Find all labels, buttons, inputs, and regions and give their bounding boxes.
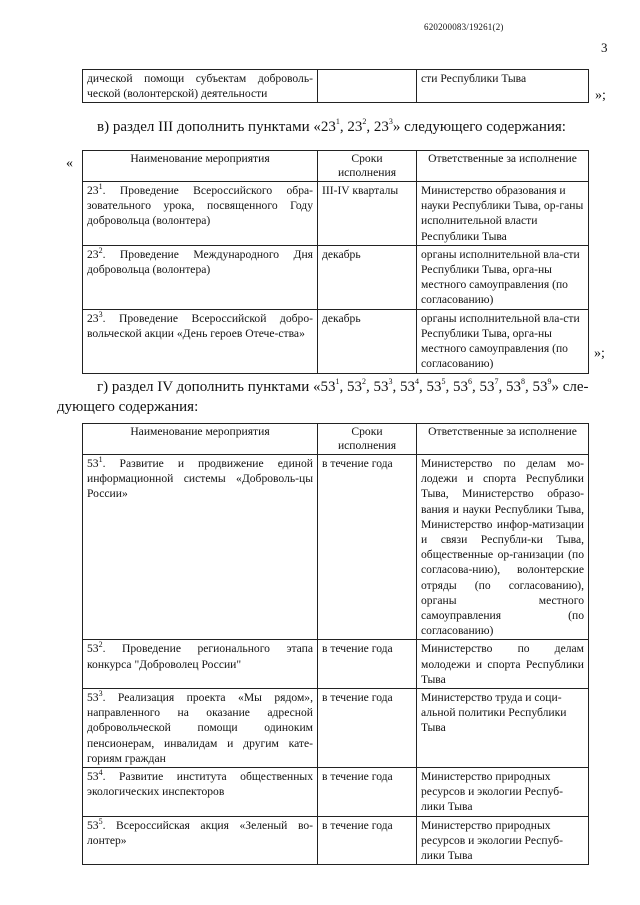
table-row (83, 640, 589, 689)
paragraph-g: г) раздел IV дополнить пунктами «$53^1$, $53^2$, $53^3$, $53^4$, $53^5$, $53^6$, $53^7$, $53^8$, $53^9$» сле- (97, 377, 589, 395)
row-term: в течение года (318, 816, 417, 865)
table-row (83, 182, 589, 246)
row-name: $23^3$. Проведение Всероссийской добро-вольческой акции «День героев Отече-ства» (83, 309, 318, 373)
paragraph-v: в) раздел III дополнить пунктами «$23^1$, $23^2$, $23^3$» следующего содержания: (97, 117, 566, 135)
top-cell-right: сти Республики Тыва (417, 70, 589, 103)
table1-open-quote: « (66, 156, 73, 171)
section-iv-table (82, 423, 589, 865)
row-responsible: Министерство по делам мо-лодежи и спорта Республики Тыва, Министерство образо-вания и науки Республики Тыва, Министерство инфор-матизации и связи Республи-ки Тыва, общественные ор-ганизации (по согласова-нию), волонтерские отряды (по согласованию), органы местного самоуправления (по согласованию) (417, 455, 589, 640)
row-name: $53^5$. Всероссийская акция «Зеленый во-лонтер» (83, 816, 318, 865)
table-row (83, 455, 589, 640)
table-header-row (83, 151, 589, 182)
header-term: Сроки исполнения (318, 151, 417, 182)
table-row (83, 689, 589, 768)
row-responsible: Министерство образования и науки Республики Тыва, ор-ганы исполнительной власти Республики Тыва (417, 182, 589, 246)
row-responsible: Министерство природных ресурсов и экологии Респуб-лики Тыва (417, 816, 589, 865)
top-cell-middle (318, 70, 417, 103)
top-continuation-table (82, 69, 589, 103)
row-term: в течение года (318, 768, 417, 817)
document-number: 620200083/19261(2) (424, 22, 504, 32)
row-term: III-IV кварталы (318, 182, 417, 246)
row-term: в течение года (318, 689, 417, 768)
row-responsible: органы исполнительной вла-сти Республики Тыва, орга-ны местного самоуправления (по согласованию) (417, 309, 589, 373)
header-term: Сроки исполнения (318, 424, 417, 455)
paragraph-g-line2: дующего содержания: (57, 399, 199, 415)
row-name: $53^4$. Развитие института общественных экологических инспекторов (83, 768, 318, 817)
row-term: декабрь (318, 309, 417, 373)
row-name: $23^1$. Проведение Всероссийского обра-зовательного урока, посвященного Году добровольца (волонтера) (83, 182, 318, 246)
row-name: $53^1$. Развитие и продвижение единой информационной системы «Доброволь-цы России» (83, 455, 318, 640)
row-term: декабрь (318, 245, 417, 309)
table-row (83, 768, 589, 817)
row-name: $23^2$. Проведение Международного Дня добровольца (волонтера) (83, 245, 318, 309)
top-closing-mark: »; (595, 88, 606, 103)
row-responsible: Министерство природных ресурсов и экологии Респуб-лики Тыва (417, 768, 589, 817)
table-row (83, 309, 589, 373)
row-name: $53^3$. Реализация проекта «Мы рядом», направленного на оказание адресной добровольческой помощи одиноким пенсионерам, инвалидам и другим кате-гориям граждан (83, 689, 318, 768)
row-responsible: органы исполнительной вла-сти Республики Тыва, орга-ны местного самоуправления (по согласованию) (417, 245, 589, 309)
header-responsible: Ответственные за исполнение (417, 151, 589, 182)
top-cell-left: дической помощи субъектам доброволь-ческой (волонтерской) деятельности (83, 70, 318, 103)
table-row (83, 245, 589, 309)
header-name: Наименование мероприятия (83, 151, 318, 182)
row-term: в течение года (318, 640, 417, 689)
row-term: в течение года (318, 455, 417, 640)
table-row (83, 70, 589, 103)
row-name: $53^2$. Проведение регионального этапа конкурса "Доброволец России" (83, 640, 318, 689)
section-iii-table (82, 150, 589, 374)
table-row (83, 816, 589, 865)
page-number: 3 (601, 40, 608, 55)
row-responsible: Министерство труда и соци-альной политики Республики Тыва (417, 689, 589, 768)
header-responsible: Ответственные за исполнение (417, 424, 589, 455)
header-name: Наименование мероприятия (83, 424, 318, 455)
row-responsible: Министерство по делам молодежи и спорта Республики Тыва (417, 640, 589, 689)
table1-closing-mark: »; (594, 346, 605, 361)
table-header-row (83, 424, 589, 455)
